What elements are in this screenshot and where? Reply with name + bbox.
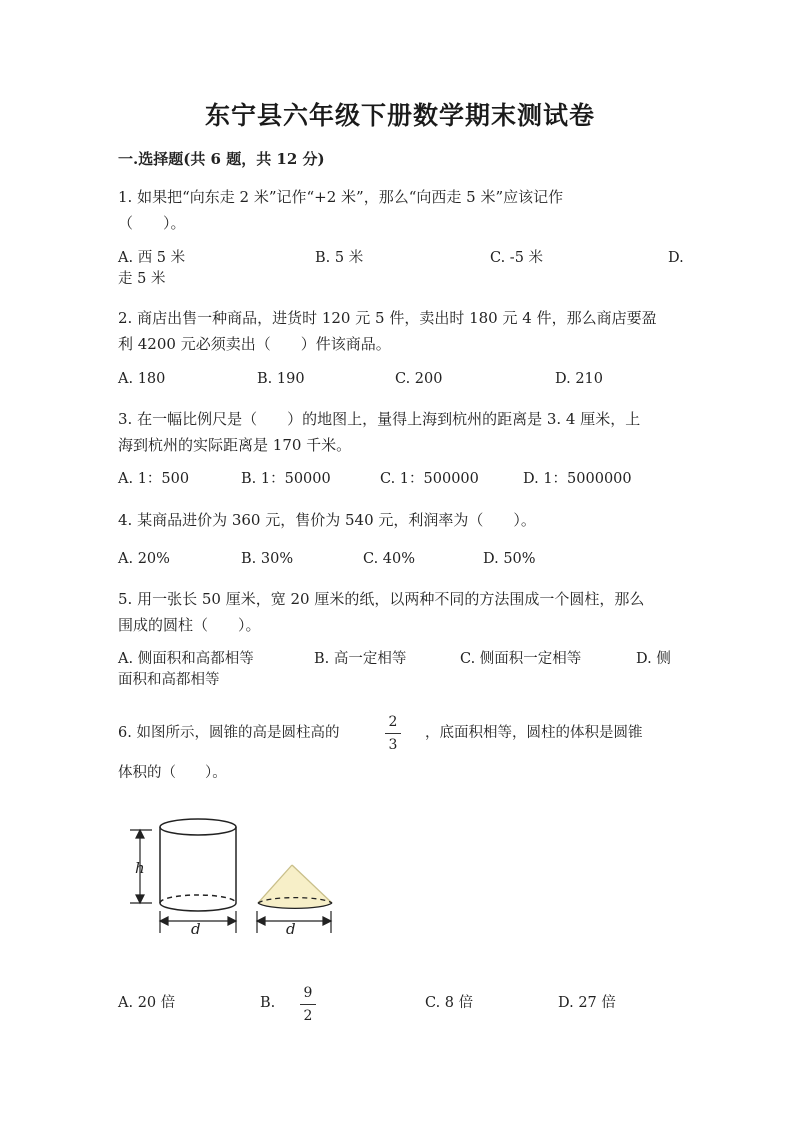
question-text-line: 1. 如果把“向东走 2 米”记作“+2 米”，那么“向西走 5 米”应该记作 [118, 188, 564, 206]
fraction-two-thirds [385, 714, 401, 753]
option-d-continued: 面积和高都相等 [118, 672, 220, 688]
cylinder-top-ellipse [160, 819, 236, 835]
question-6-text-b: ，底面积相等，圆柱的体积是圆锥 [425, 725, 643, 741]
option-c: C. -5 米 [490, 250, 544, 266]
question-text-line: 海到杭州的实际距离是 170 千米。 [118, 436, 352, 454]
option-d: D. 侧 [636, 651, 671, 667]
section-heading: 一.选择题(共 6 题，共 12 分) [118, 150, 325, 168]
option-d: D. 1：5000000 [523, 471, 632, 487]
question-6-text-a: 6. 如图所示，圆锥的高是圆柱高的 [118, 725, 340, 741]
option-b: B. 1：50000 [241, 471, 331, 487]
fraction-nine-halves [300, 985, 316, 1024]
question-5 [118, 586, 688, 638]
option-a: A. 侧面积和高都相等 [118, 651, 254, 667]
fraction-numerator: 2 [388, 714, 398, 730]
diameter-label: d [191, 920, 201, 938]
cylinder-cone-figure [118, 815, 348, 940]
cylinder-bottom-back-dashed [160, 895, 236, 903]
option-c: C. 200 [395, 371, 443, 387]
question-text-line: 5. 用一张长 50 厘米，宽 20 厘米的纸，以两种不同的方法围成一个圆柱，那么 [118, 590, 645, 608]
option-b: B. 30% [241, 551, 294, 567]
option-a: A. 西 5 米 [118, 250, 186, 266]
option-a: A. 1：500 [118, 471, 190, 487]
option-a: A. 180 [118, 371, 166, 387]
question-text-line: 3. 在一幅比例尺是（ ）的地图上，量得上海到杭州的距离是 3. 4 厘米，上 [118, 410, 641, 428]
option-d-continued: 走 5 米 [118, 271, 166, 287]
height-label: h [135, 859, 145, 877]
diameter-label: d [286, 920, 296, 938]
option-d: D. 27 倍 [558, 995, 616, 1011]
page-title: 东宁县六年级下册数学期末测试卷 [204, 101, 595, 130]
option-b: B. [260, 995, 276, 1011]
option-c: C. 1：500000 [380, 471, 479, 487]
fraction-denominator: 3 [388, 737, 398, 753]
option-d: D. 50% [483, 551, 536, 567]
question-1 [118, 184, 688, 236]
fraction-bar [300, 1004, 316, 1005]
option-c: C. 侧面积一定相等 [460, 651, 582, 667]
option-d: D. [668, 250, 684, 266]
question-text-line: 利 4200 元必须卖出（ ）件该商品。 [118, 335, 391, 353]
question-3 [118, 406, 688, 458]
question-text-line: （ ）。 [118, 214, 186, 232]
option-d: D. 210 [555, 371, 604, 387]
cylinder-bottom-front [160, 903, 236, 911]
fraction-denominator: 2 [303, 1008, 313, 1024]
question-2 [118, 305, 688, 357]
option-b: B. 190 [257, 371, 305, 387]
fraction-numerator: 9 [303, 985, 313, 1001]
option-b: B. 高一定相等 [314, 651, 407, 667]
option-b: B. 5 米 [315, 250, 364, 266]
question-text-line: 4. 某商品进价为 360 元，售价为 540 元，利润率为（ ）。 [118, 511, 536, 529]
question-4 [118, 507, 688, 533]
option-c: C. 40% [363, 551, 416, 567]
question-text-line: 围成的圆柱（ ）。 [118, 616, 261, 634]
option-c: C. 8 倍 [425, 995, 474, 1011]
option-a: A. 20% [118, 551, 170, 567]
question-6-text-line2: 体积的（ ）。 [118, 765, 227, 781]
fraction-bar [385, 733, 401, 734]
cylinder [160, 819, 236, 911]
question-text-line: 2. 商店出售一种商品，进货时 120 元 5 件，卖出时 180 元 4 件，那么商店要盈 [118, 309, 657, 327]
option-a: A. 20 倍 [118, 995, 176, 1011]
cone [258, 865, 332, 908]
